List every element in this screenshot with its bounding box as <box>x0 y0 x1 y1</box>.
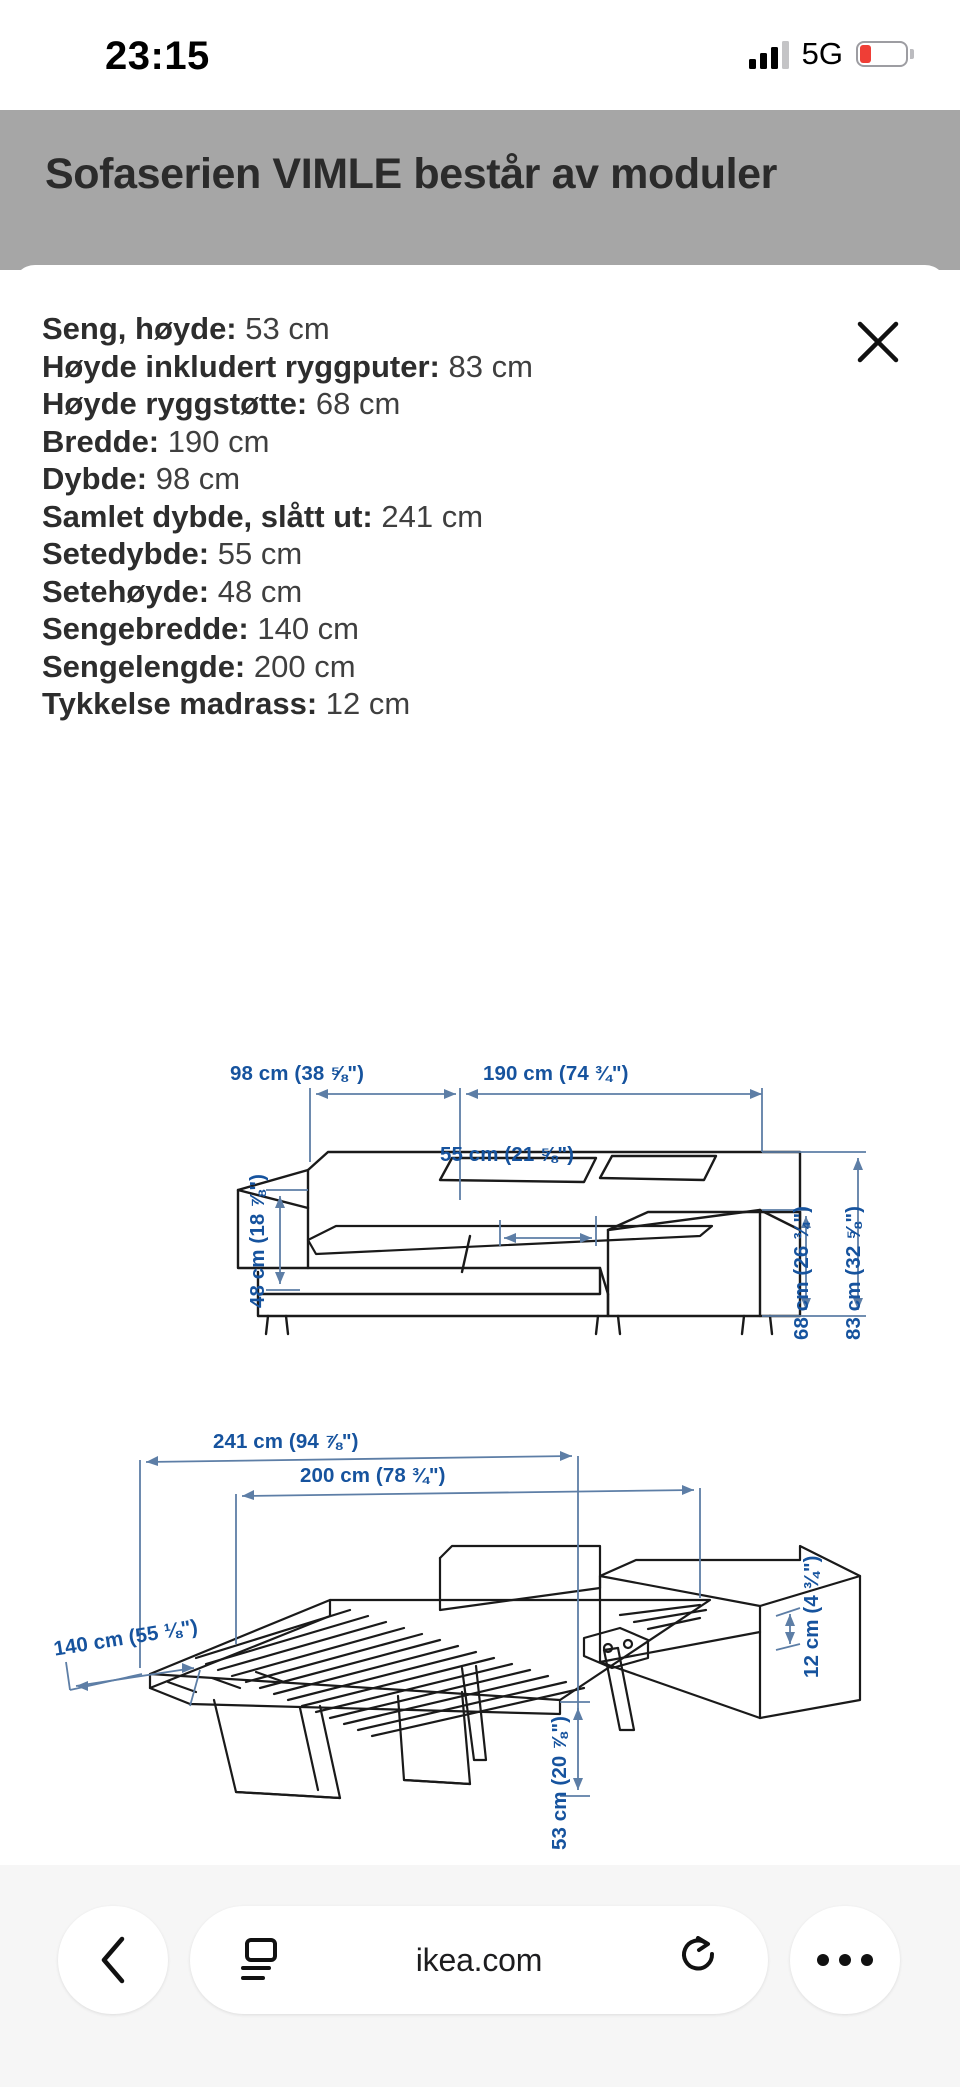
spec-row <box>42 610 902 648</box>
sofabed-dimension-drawing <box>0 1400 960 1850</box>
spec-label: Bredde: <box>42 423 160 459</box>
spec-value: 140 cm <box>257 611 360 646</box>
spec-row <box>42 385 902 423</box>
spec-value: 68 cm <box>315 386 401 421</box>
spec-value: 83 cm <box>448 348 533 384</box>
network-type-label: 5G <box>801 36 843 71</box>
dim-label-bed-length: 200 cm (78 ¾") <box>300 1464 446 1487</box>
spec-row <box>42 498 902 536</box>
dim-label-mattress-thickness: 12 cm (4 ¾") <box>800 1555 823 1678</box>
spec-label: Sengelengde: <box>42 648 246 684</box>
dim-label-bed-height: 53 cm (20 ⅞") <box>548 1715 571 1850</box>
spec-row <box>42 310 902 348</box>
spec-label: Høyde inkludert ryggputer: <box>42 348 440 384</box>
more-ellipsis-icon[interactable] <box>790 1906 900 2014</box>
dim-label-height-cushions: 83 cm (32 ⅝") <box>842 1205 865 1340</box>
dim-label-depth: 98 cm (38 ⅝") <box>230 1062 365 1085</box>
spec-label: Seng, høyde: <box>42 311 237 346</box>
spec-row <box>42 573 902 611</box>
spec-value: 190 cm <box>167 423 270 459</box>
spec-label: Høyde ryggstøtte: <box>42 386 308 421</box>
spec-label: Tykkelse madrass: <box>42 686 318 721</box>
sofa-dimension-drawing <box>0 1040 960 1370</box>
spec-row <box>42 685 902 723</box>
dim-label-back-support: 68 cm (26 ¾") <box>790 1205 813 1340</box>
spec-label: Samlet dybde, slått ut: <box>42 498 373 534</box>
spec-label: Sengebredde: <box>42 611 249 646</box>
dim-label-width: 190 cm (74 ¾") <box>483 1062 629 1085</box>
spec-value: 200 cm <box>253 648 356 684</box>
dim-label-total-depth: 241 cm (94 ⅞") <box>213 1430 359 1453</box>
spec-value: 53 cm <box>245 311 330 346</box>
url-text[interactable]: ikea.com <box>415 1941 543 1978</box>
dim-label-seat-depth: 55 cm (21 ⅝") <box>440 1143 575 1166</box>
spec-value: 12 cm <box>325 686 411 721</box>
battery-icon <box>856 41 908 67</box>
spec-label: Setedybde: <box>42 536 210 571</box>
status-time: 23:15 <box>105 34 210 78</box>
spec-label: Dybde: <box>42 461 148 496</box>
status-indicators <box>749 36 908 72</box>
spec-value: 55 cm <box>217 536 303 571</box>
spec-label: Setehøyde: <box>42 573 210 609</box>
spec-row <box>42 460 902 498</box>
spec-value: 98 cm <box>155 461 241 496</box>
spec-row <box>42 535 902 573</box>
chevron-left-icon[interactable] <box>58 1906 168 2014</box>
status-bar <box>0 0 960 110</box>
page-header <box>0 110 960 270</box>
spec-value: 241 cm <box>381 498 484 534</box>
specification-list <box>42 310 902 723</box>
page-title: Sofaserien VIMLE består av moduler <box>45 150 777 198</box>
dim-label-bed-width: 140 cm (55 ⅛") <box>52 1615 200 1661</box>
reload-icon[interactable] <box>660 1906 740 2014</box>
cellular-signal-icon <box>749 39 789 69</box>
spec-value: 48 cm <box>217 573 303 609</box>
spec-row <box>42 348 902 386</box>
dim-label-seat-height: 48 cm (18 ⅞") <box>246 1173 269 1308</box>
spec-row <box>42 648 902 686</box>
spec-row <box>42 423 902 461</box>
